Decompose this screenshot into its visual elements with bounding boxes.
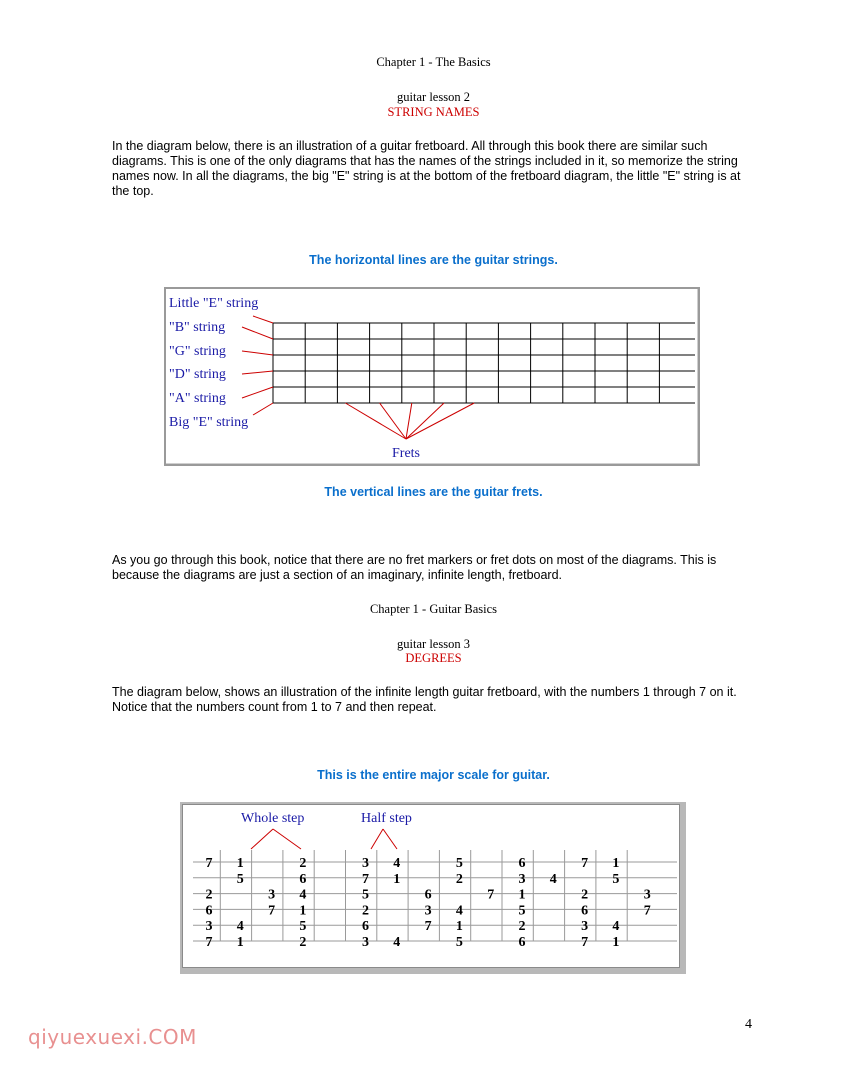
scale-degree: 3 (268, 887, 276, 903)
scale-degree: 3 (362, 856, 369, 871)
scale-degree: 7 (205, 935, 213, 950)
scale-degree: 6 (205, 903, 213, 919)
scale-degree: 7 (362, 871, 369, 887)
lesson-heading-2: guitar lesson 2 (397, 90, 470, 104)
scale-degree: 3 (205, 919, 213, 935)
scale-degree: 7 (581, 856, 589, 871)
scale-degree: 6 (518, 856, 526, 871)
major-scale-diagram (180, 802, 686, 974)
string-label: "B" string (169, 320, 226, 335)
scale-degree: 2 (205, 887, 213, 903)
fret-pointer-lines (345, 403, 474, 439)
string-label: Big "E" string (169, 415, 249, 430)
scale-degree: 6 (424, 887, 432, 903)
whole-step-label: Whole step (241, 811, 305, 826)
scale-degree: 2 (299, 856, 307, 871)
scale-degree: 4 (393, 856, 401, 871)
scale-degree: 1 (612, 856, 620, 871)
caption-major-scale: This is the entire major scale for guitar. (317, 768, 550, 782)
scale-degree: 1 (299, 903, 307, 919)
lesson-title-degrees: DEGREES (405, 651, 462, 665)
scale-degree: 7 (487, 887, 495, 903)
scale-degree: 6 (362, 919, 369, 935)
scale-degree: 5 (455, 935, 463, 950)
scale-degree: 4 (393, 935, 401, 950)
scale-degree: 4 (612, 919, 620, 935)
scale-degree: 7 (268, 903, 276, 919)
fretboard-svg (166, 289, 698, 464)
string-pointers (242, 316, 273, 415)
scale-degree: 1 (236, 935, 244, 950)
lesson-heading-3: guitar lesson 3 (397, 637, 470, 651)
fretboard-grid (273, 323, 695, 403)
scale-degree: 6 (518, 935, 526, 950)
scale-degree: 3 (518, 871, 526, 887)
scale-degree: 7 (424, 919, 432, 935)
step-pointer-lines (251, 829, 397, 849)
scale-degree: 1 (393, 871, 401, 887)
scale-degree: 4 (549, 871, 557, 887)
scale-degree: 3 (643, 887, 651, 903)
scale-degree: 4 (236, 919, 244, 935)
scale-degree: 3 (362, 935, 369, 950)
scale-degree: 6 (299, 871, 307, 887)
major-scale-svg (183, 805, 679, 967)
scale-degree: 2 (455, 871, 463, 887)
scale-degree: 2 (362, 903, 369, 919)
fret-marker-paragraph: As you go through this book, notice that there are no fret markers or fret dots on most of the diagrams. This is because the diagrams are just a section of an imaginary, infinite length, fretboard. (112, 553, 717, 582)
scale-degree: 2 (299, 935, 307, 950)
degrees-paragraph: The diagram below, shows an illustration of the infinite length guitar fretboard, with the numbers 1 through 7 on it. Notice that the numbers count from 1 to 7 and then repeat. (112, 685, 737, 714)
scale-degree: 5 (455, 856, 463, 871)
frets-label: Frets (392, 446, 420, 461)
string-label: "G" string (169, 344, 226, 359)
scale-degree: 7 (205, 856, 213, 871)
scale-grid (193, 850, 677, 941)
scale-degree: 3 (424, 903, 432, 919)
chapter-heading-2: Chapter 1 - Guitar Basics (369, 602, 498, 616)
caption-strings: The horizontal lines are the guitar strings. (309, 253, 558, 267)
intro-paragraph: In the diagram below, there is an illustration of a guitar fretboard. All through this book there are similar such diagrams. This is one of the only diagrams that has the names of the strings included in it, so memorize the string names now. In all the diagrams, the big "E" string is at the bottom of the fretboard diagram, the little "E" string is at the top. (112, 139, 741, 198)
string-labels (169, 296, 258, 430)
string-names-diagram (164, 287, 700, 466)
string-label: "D" string (169, 367, 226, 382)
scale-degree: 5 (299, 919, 307, 935)
scale-degree: 6 (581, 903, 589, 919)
scale-degree: 7 (581, 935, 589, 950)
scale-degree: 1 (518, 887, 526, 903)
caption-frets: The vertical lines are the guitar frets. (324, 485, 543, 499)
scale-degree: 1 (455, 919, 463, 935)
scale-degree: 2 (581, 887, 589, 903)
chapter-heading-1: Chapter 1 - The Basics (376, 55, 491, 69)
scale-degree: 7 (643, 903, 651, 919)
scale-degree: 5 (236, 871, 244, 887)
scale-degree: 1 (236, 856, 244, 871)
scale-degree: 2 (518, 919, 526, 935)
string-label: "A" string (169, 391, 226, 406)
scale-degree: 5 (362, 887, 369, 903)
scale-degree: 4 (455, 903, 463, 919)
scale-degree-numbers (206, 856, 651, 950)
scale-degree: 5 (518, 903, 526, 919)
scale-degree: 3 (581, 919, 589, 935)
scale-degree: 1 (612, 935, 620, 950)
string-label: Little "E" string (169, 296, 259, 311)
lesson-title-string-names: STRING NAMES (387, 105, 480, 119)
page-number: 4 (745, 1017, 752, 1032)
scale-degree: 4 (299, 887, 307, 903)
scale-degree: 5 (612, 871, 620, 887)
site-watermark: qiyuexuexi.COM (28, 1025, 197, 1049)
half-step-label: Half step (361, 811, 412, 826)
